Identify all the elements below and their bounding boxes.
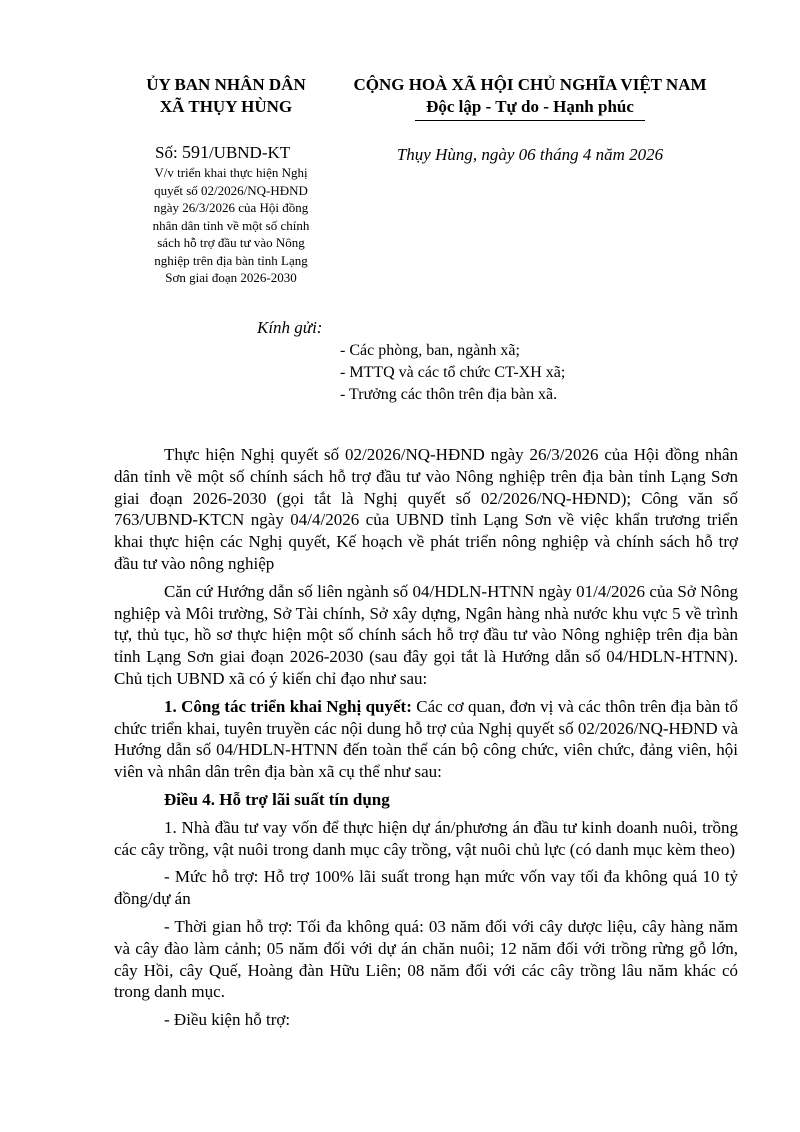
document-date: Thụy Hùng, ngày 06 tháng 4 năm 2026 [396,145,664,164]
body-paragraph-section-1 [114,696,738,783]
reference-digits: 591 [181,142,209,162]
section-text: Các cơ quan, đơn vị và các thôn trên địa bàn tổ chức triển khai, tuyên truyền các nội dung hỗ trợ của Nghị quyết số 02/2026/NQ-HĐND và Hướng dẫn số 04/HDLN-HTNN đến toàn thể cán bộ công chức, viên chức, đảng viên, hội viên và nhân dân trên địa bàn xã cụ thể như sau: [114,696,738,782]
document-body [114,444,738,1037]
agency-line-2: XÃ THỤY HÙNG [159,97,293,116]
reference-suffix: /UBND-KT [208,143,291,162]
body-paragraph: - Mức hỗ trợ: Hỗ trợ 100% lãi suất trong hạn mức vốn vay tối đa không quá 10 tỷ đồng/dự án [114,867,738,909]
body-paragraph: 1. Nhà đầu tư vay vốn để thực hiện dự án/phương án đầu tư kinh doanh nuôi, trồng các cây trồng, vật nuôi trong danh mục cây trồng, vật nuôi chủ lực (có danh mục kèm theo) [114,817,738,859]
document-subject: V/v triển khai thực hiện Nghị quyết số 02/2026/NQ-HĐND ngày 26/3/2026 của Hội đồng nhân dân tỉnh về một số chính sách hỗ trợ đầu tư vào Nông nghiệp trên địa bàn tỉnh Lạng Sơn giai đoạn 2026-2030 [152,165,310,285]
recipients-greeting: Kính gửi: [257,318,323,337]
body-paragraph: - Thời gian hỗ trợ: Tối đa không quá: 03 năm đối với cây dược liệu, cây hàng năm và cây đào làm cảnh; 05 năm đối với dự án chăn nuôi; 12 năm đối với trồng rừng gỗ lớn, cây Hồi, cây Quế, Hoàng đàn Hữu Liên; 08 năm đối với các cây trồng lâu năm khác có trong danh mục. [114,916,738,1002]
country-name: CỘNG HOÀ XÃ HỘI CHỦ NGHĨA VIỆT NAM [353,75,707,94]
national-motto: Độc lập - Tự do - Hạnh phúc [426,97,634,116]
recipient-item: - Các phòng, ban, ngành xã; [340,342,520,359]
body-paragraph: Căn cứ Hướng dẫn số liên ngành số 04/HDLN-HTNN ngày 01/4/2026 của Sở Nông nghiệp và Môi trường, Sở Tài chính, Sở xây dựng, Ngân hàng nhà nước khu vực 5 về trình tự, thủ tục, hồ sơ thực hiện một số chính sách hỗ trợ đầu tư vào Nông nghiệp trên địa bàn tỉnh Lạng Sơn giai đoạn 2026-2030 (sau đây gọi tắt là Hướng dẫn số 04/HDLN-HTNN). Chủ tịch UBND xã có ý kiến chỉ đạo như sau: [114,581,738,688]
body-paragraph: - Điều kiện hỗ trợ: [164,1010,291,1030]
motto-underline [415,120,645,121]
body-paragraph: Thực hiện Nghị quyết số 02/2026/NQ-HĐND ngày 26/3/2026 của Hội đồng nhân dân tỉnh về một số chính sách hỗ trợ đầu tư vào Nông nghiệp trên địa bàn tỉnh Lạng Sơn giai đoạn 2026-2030 (gọi tắt là Nghị quyết số 02/2026/NQ-HĐND); Công văn số 763/UBND-KTCN ngày 04/4/2026 của UBND tỉnh Lạng Sơn về việc khẩn trương triển khai thực hiện các Nghị quyết, Kế hoạch về phát triển nông nghiệp và chính sách hỗ trợ đầu tư vào nông nghiệp [114,445,738,573]
reference-prefix: Số: [155,143,178,162]
reference-number [155,142,315,163]
recipient-item: - Trưởng các thôn trên địa bàn xã. [340,386,558,403]
section-heading: 1. Công tác triển khai Nghị quyết: [164,696,412,716]
recipient-item: - MTTQ và các tổ chức CT-XH xã; [340,364,566,381]
issuing-agency [138,74,314,118]
national-heading [330,74,730,121]
recipients-list [340,340,700,406]
article-heading: Điều 4. Hỗ trợ lãi suất tín dụng [164,789,390,809]
agency-line-1: ỦY BAN NHÂN DÂN [146,75,306,94]
